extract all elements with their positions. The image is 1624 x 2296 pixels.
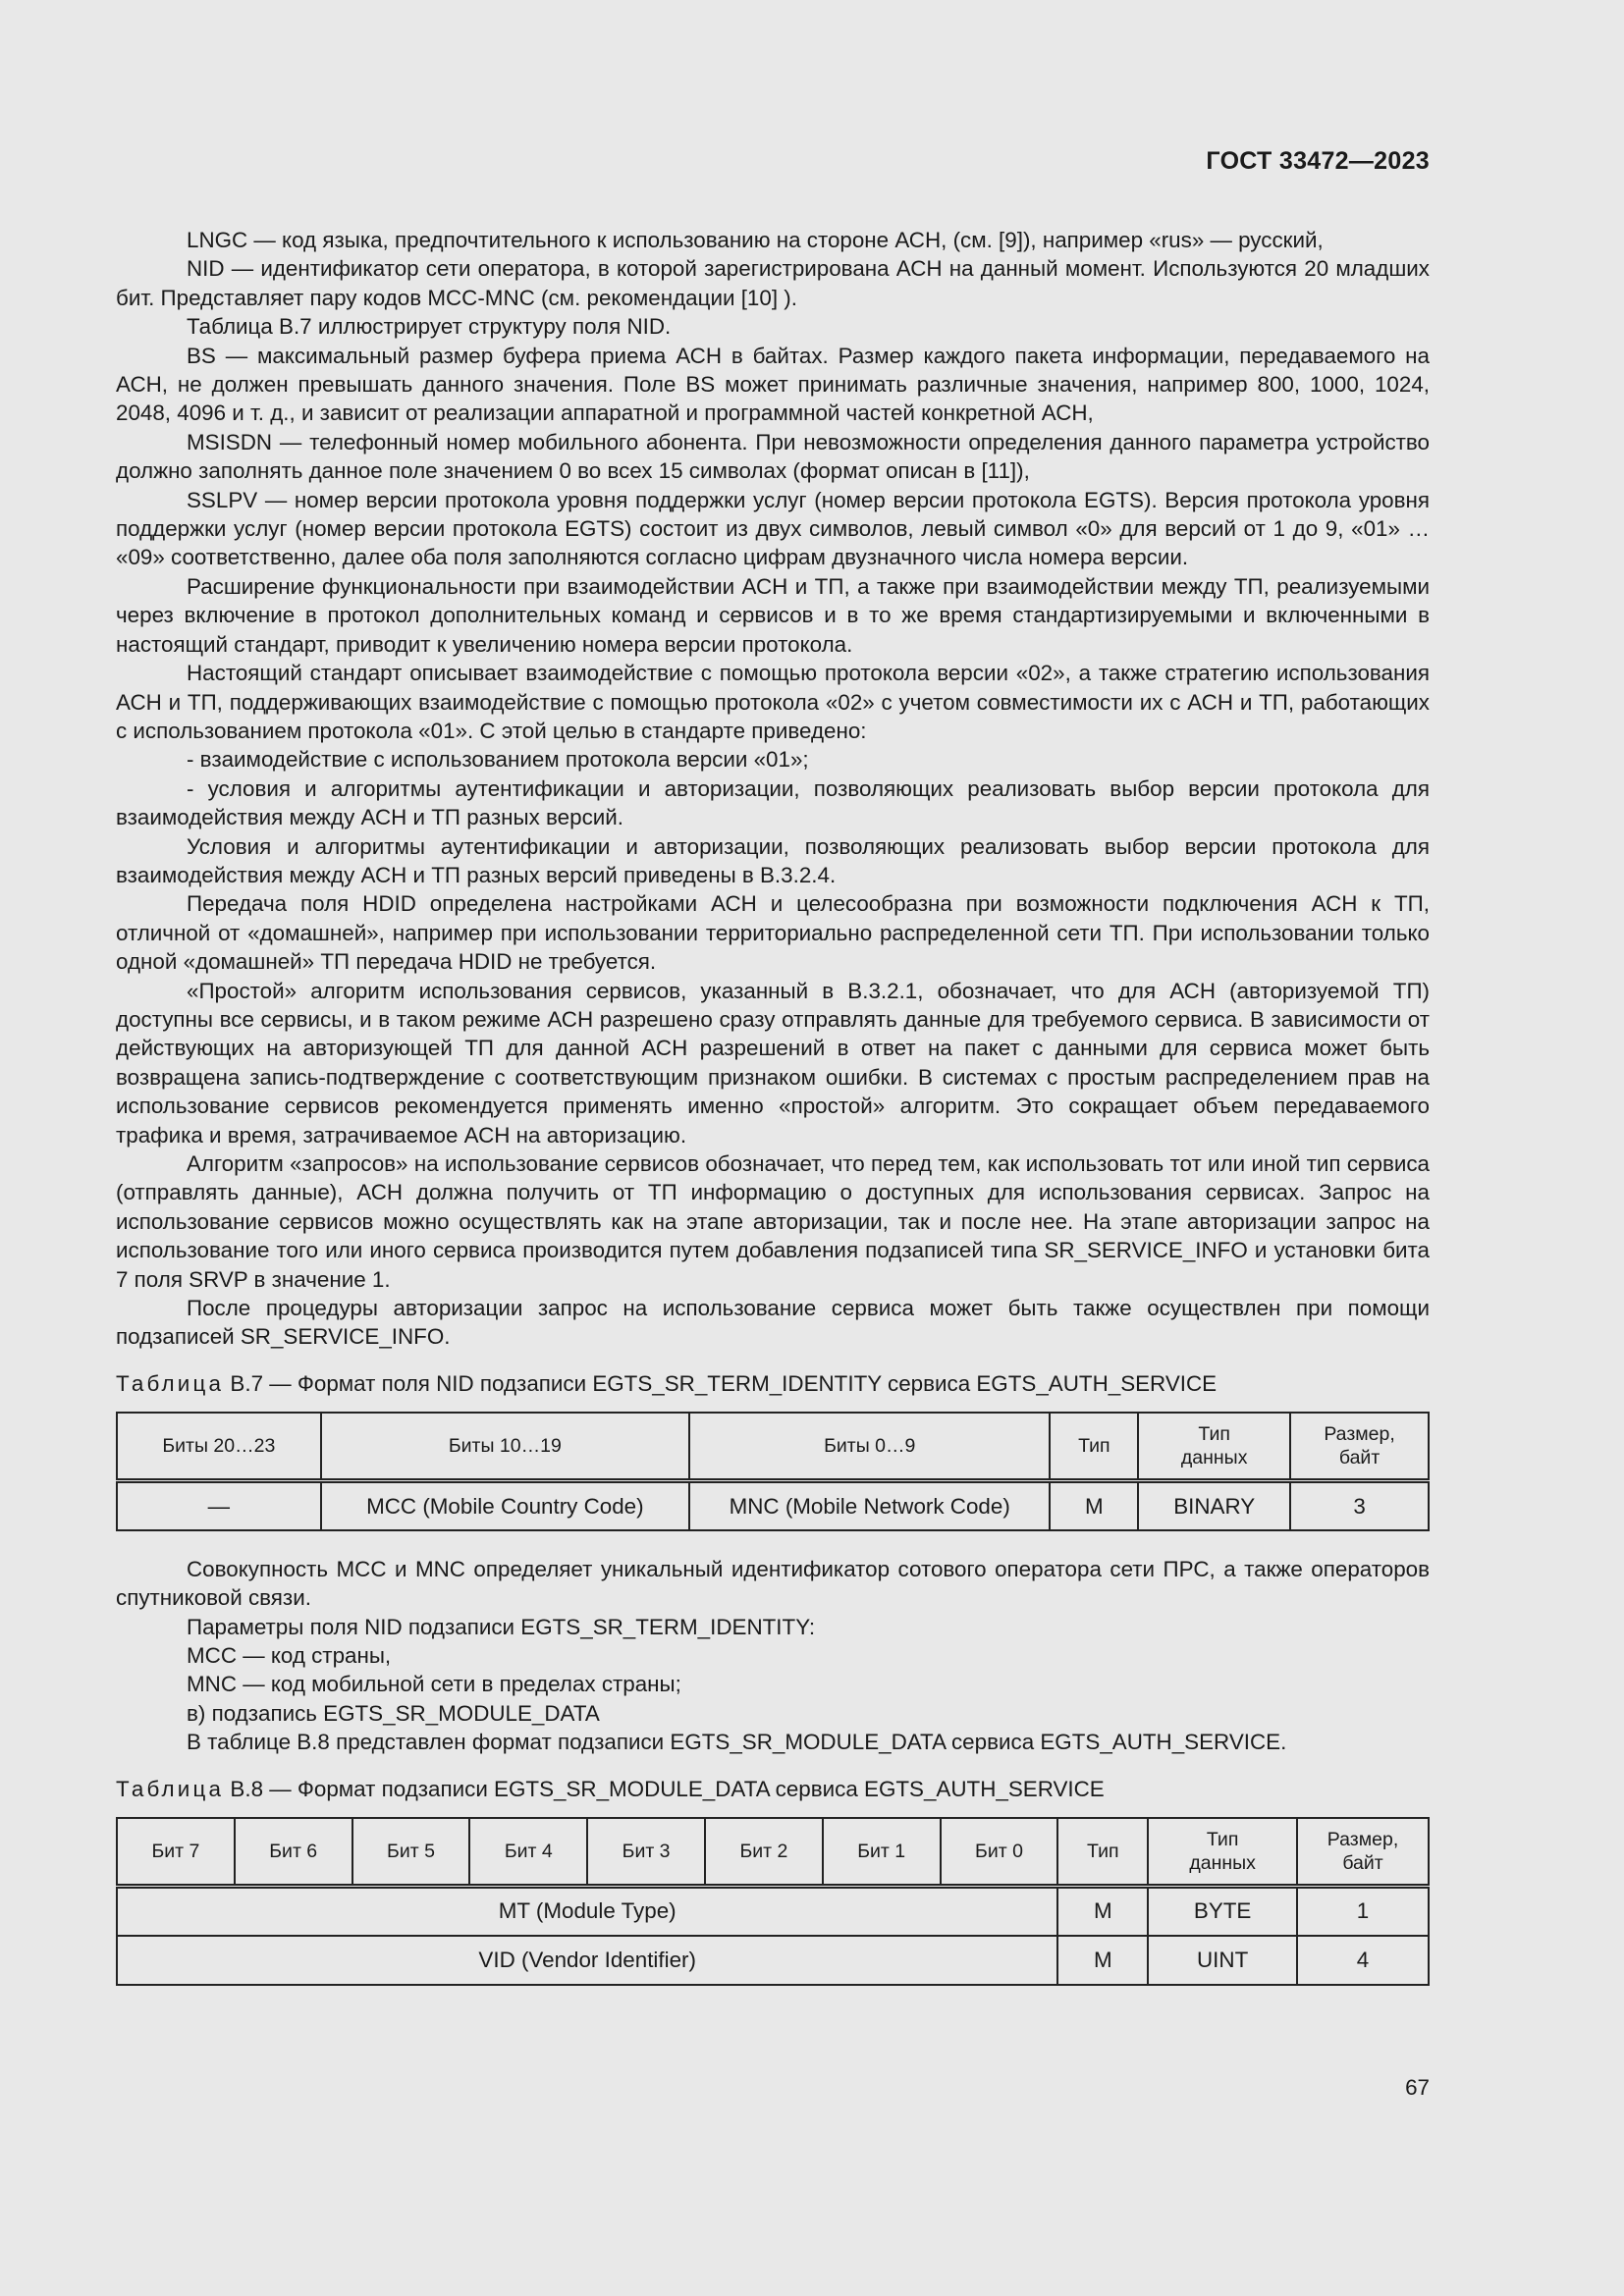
table8-caption-word: Таблица	[116, 1776, 225, 1801]
paragraph-extension: Расширение функциональности при взаимодействии АСН и ТП, а также при взаимодействии между ТП, реализуемыми через включение в протокол дополнительных команд и сервисов и в то же время стандартизируемыми и включенными в настоящий стандарт, приводит к увеличению номера версии протокола.	[116, 573, 1430, 657]
paragraph-module-data: в) подзапись EGTS_SR_MODULE_DATA	[187, 1700, 600, 1726]
table-nid-format	[116, 1412, 1430, 1531]
table7-cell: MNC (Mobile Network Code)	[689, 1481, 1050, 1530]
paragraph-after-auth: После процедуры авторизации запрос на использование сервиса может быть также осуществлен при помощи подзаписей SR_SERVICE_INFO.	[116, 1296, 1430, 1350]
table8-header-cell: Бит 0	[941, 1818, 1058, 1887]
table7-caption	[116, 1369, 1430, 1398]
table8-header-cell: Размер, байт	[1297, 1818, 1429, 1887]
table8-caption	[116, 1775, 1430, 1803]
table8-cell: VID (Vendor Identifier)	[117, 1936, 1057, 1985]
table8-header-cell: Бит 6	[235, 1818, 352, 1887]
paragraph-sslpv: SSLPV — номер версии протокола уровня поддержки услуг (номер версии протокола EGTS). Версия протокола уровня поддержки услуг (номер версии протокола EGTS) состоит из двух символов, левый символ «0» для версий от 1 до 9, «01» … «09» соответственно, далее оба поля заполняются согласно цифрам двузначного числа номера версии.	[116, 487, 1430, 570]
table8-cell: BYTE	[1148, 1887, 1297, 1936]
paragraph-msisdn: MSISDN — телефонный номер мобильного абонента. При невозможности определения данного параметра устройство должно заполнять данное поле значением 0 во всех 15 символах (формат описан в [11]),	[116, 429, 1430, 484]
page-content	[116, 226, 1430, 1986]
table8-header-cell: Бит 3	[587, 1818, 705, 1887]
table8-cell: UINT	[1148, 1936, 1297, 1985]
paragraph-bs: BS — максимальный размер буфера приема АСН в байтах. Размер каждого пакета информации, передаваемого на АСН, не должен превышать данного значения. Поле BS может принимать различные значения, например 800, 1000, 1024, 2048, 4096 и т. д., и зависит от реализации аппаратной и программной частей конкретной АСН,	[116, 343, 1430, 426]
table8-cell: M	[1057, 1936, 1148, 1985]
top-text-block	[116, 226, 1430, 1352]
paragraph-mcc-mnc: Совокупность MCC и MNC определяет уникальный идентификатор сотового оператора сети ПРС, а также операторов спутниковой связи.	[116, 1556, 1430, 1611]
page-number: 67	[1405, 2075, 1430, 2100]
table7-cell: MCC (Mobile Country Code)	[321, 1481, 689, 1530]
table8-cell: 1	[1297, 1887, 1429, 1936]
paragraph-nid: NID — идентификатор сети оператора, в которой зарегистрирована АСН на данный момент. Используются 20 младших бит. Представляет пару кодов MCC-MNC (см. рекомендации [10] ).	[116, 256, 1430, 310]
table-row	[117, 1481, 1429, 1530]
table8-header-cell: Бит 4	[469, 1818, 587, 1887]
table7-header-cell: Размер, байт	[1290, 1413, 1429, 1481]
document-id: ГОСТ 33472—2023	[1206, 147, 1430, 175]
table7-header-cell: Тип данных	[1138, 1413, 1290, 1481]
table7-caption-text: В.7 — Формат поля NID подзаписи EGTS_SR_TERM_IDENTITY сервиса EGTS_AUTH_SERVICE	[224, 1370, 1218, 1396]
table7-cell: —	[117, 1481, 321, 1530]
table-row	[117, 1887, 1429, 1936]
table7-caption-word: Таблица	[116, 1370, 225, 1396]
table7-header-row	[117, 1413, 1429, 1481]
paragraph-simple-algorithm: «Простой» алгоритм использования сервисов, указанный в В.3.2.1, обозначает, что для АСН (авторизуемой ТП) доступны все сервисы, и в таком режиме АСН разрешено сразу отправлять данные для требуемого сервиса. В зависимости от действующих на авторизующей ТП для данной АСН разрешений в ответ на пакет с данными для сервиса может быть возвращена запись-подтверждение с соответствующим признаком ошибки. В системах с простым распределением прав на использование сервисов рекомендуется применять именно «простой» алгоритм. Это сокращает объем передаваемого трафика и время, затрачиваемое АСН на авторизацию.	[116, 978, 1430, 1148]
table7-cell: 3	[1290, 1481, 1429, 1530]
table8-header-cell: Бит 1	[823, 1818, 941, 1887]
table7-header-cell: Биты 0…9	[689, 1413, 1050, 1481]
table8-cell: MT (Module Type)	[117, 1887, 1057, 1936]
table7-header-cell: Тип	[1050, 1413, 1138, 1481]
table7-header-cell: Биты 10…19	[321, 1413, 689, 1481]
table8-header-cell: Тип	[1057, 1818, 1148, 1887]
table7-cell: BINARY	[1138, 1481, 1290, 1530]
table7-header-cell: Биты 20…23	[117, 1413, 321, 1481]
table8-cell: 4	[1297, 1936, 1429, 1985]
table8-header-cell: Бит 2	[705, 1818, 823, 1887]
paragraph-request-algorithm: Алгоритм «запросов» на использование сервисов обозначает, что перед тем, как использовать тот или иной тип сервиса (отправлять данные), АСН должна получить от ТП информацию о доступных для использования сервисах. Запрос на использование сервисов можно осуществлять как на этапе авторизации, так и после нее. На этапе авторизации запрос на использование того или иного сервиса производится путем добавления подзаписей типа SR_SERVICE_INFO и установки бита 7 поля SRVP в значение 1.	[116, 1151, 1430, 1292]
paragraph-mnc: MNC — код мобильной сети в пределах страны;	[187, 1672, 681, 1697]
table8-caption-text: В.8 — Формат подзаписи EGTS_SR_MODULE_DATA сервиса EGTS_AUTH_SERVICE	[224, 1776, 1105, 1801]
table8-header-cell: Бит 5	[352, 1818, 470, 1887]
table-module-data-format	[116, 1817, 1430, 1986]
paragraph-standard: Настоящий стандарт описывает взаимодействие с помощью протокола версии «02», а также стратегию использования АСН и ТП, поддерживающих взаимодействие с помощью протокола «02» с учетом совместимости их с АСН и ТП, работающих с использованием протокола «01». С этой целью в стандарте приведено:	[116, 661, 1430, 743]
table-row	[117, 1936, 1429, 1985]
table8-header-row	[117, 1818, 1429, 1887]
paragraph-table-ref: Таблица В.7 иллюстрирует структуру поля NID.	[187, 314, 672, 340]
paragraph-lngc: LNGC — код языка, предпочтительного к использованию на стороне АСН, (см. [9]), например «rus» — русский,	[187, 228, 1324, 252]
table8-header-cell: Бит 7	[117, 1818, 235, 1887]
table7-cell: M	[1050, 1481, 1138, 1530]
list-item-v01: - взаимодействие с использованием протокола версии «01»;	[187, 747, 809, 773]
paragraph-mcc: MCC — код страны,	[187, 1643, 392, 1669]
mid-text-block	[116, 1555, 1430, 1757]
paragraph-conditions: Условия и алгоритмы аутентификации и авторизации, позволяющих реализовать выбор версии протокола для взаимодействия между АСН и ТП разных версий приведены в В.3.2.4.	[116, 833, 1430, 887]
paragraph-hdid: Передача поля HDID определена настройками АСН и целесообразна при возможности подключения АСН к ТП, отличной от «домашней», например при использовании территориально распределенной сети ТП. При использовании только одной «домашней» ТП передача HDID не требуется.	[116, 891, 1430, 975]
paragraph-nid-params: Параметры поля NID подзаписи EGTS_SR_TERM_IDENTITY:	[187, 1614, 816, 1639]
table8-header-cell: Тип данных	[1148, 1818, 1297, 1887]
table8-cell: M	[1057, 1887, 1148, 1936]
paragraph-table8-ref: В таблице В.8 представлен формат подзаписи EGTS_SR_MODULE_DATA сервиса EGTS_AUTH_SERVICE.	[187, 1730, 1287, 1755]
list-item-auth: - условия и алгоритмы аутентификации и авторизации, позволяющих реализовать выбор версии протокола для взаимодействия между АСН и ТП разных версий.	[116, 775, 1430, 830]
